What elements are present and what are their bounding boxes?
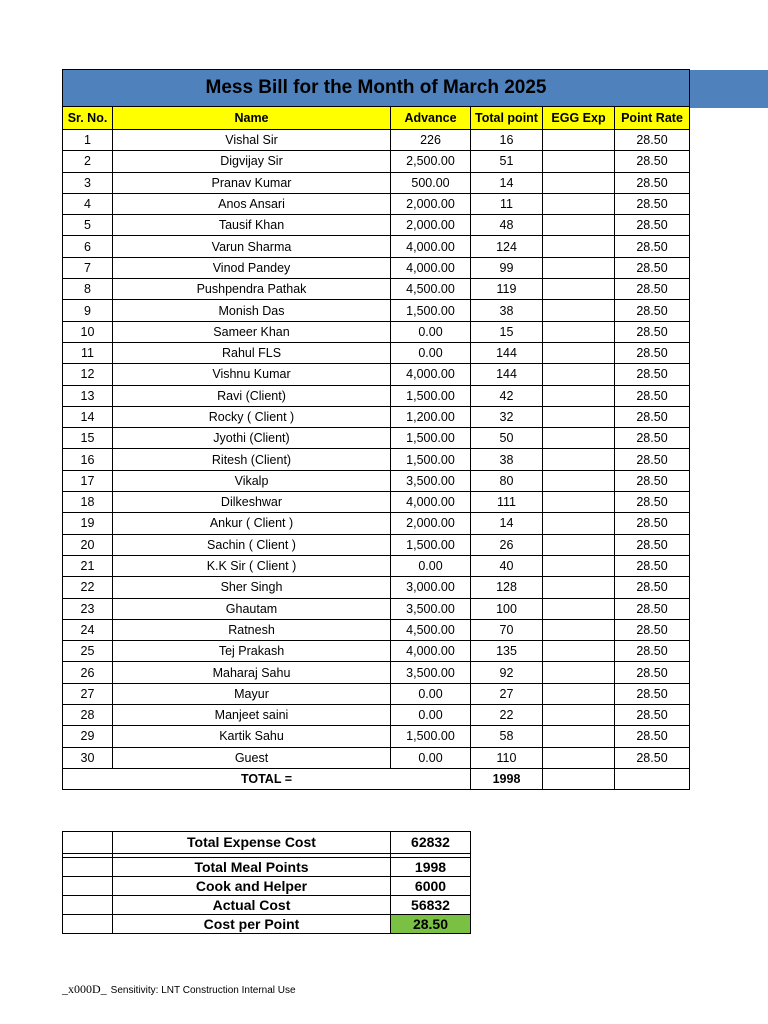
cost-per-point-value: 28.50 bbox=[391, 915, 471, 934]
cell-advance: 0.00 bbox=[391, 342, 471, 363]
cell-point-rate: 28.50 bbox=[615, 193, 690, 214]
table-row bbox=[63, 279, 690, 300]
cell-name: Vinod Pandey bbox=[113, 257, 391, 278]
cell-name: Varun Sharma bbox=[113, 236, 391, 257]
cell-advance: 0.00 bbox=[391, 683, 471, 704]
summary-row-cost-per-point bbox=[63, 915, 471, 934]
cell-sr-no: 29 bbox=[63, 726, 113, 747]
cell-total-point: 124 bbox=[471, 236, 543, 257]
table-row bbox=[63, 130, 690, 151]
cell-name: Tej Prakash bbox=[113, 641, 391, 662]
table-row bbox=[63, 151, 690, 172]
cell-point-rate: 28.50 bbox=[615, 300, 690, 321]
cell-total-point: 100 bbox=[471, 598, 543, 619]
cell-name: Maharaj Sahu bbox=[113, 662, 391, 683]
cell-point-rate: 28.50 bbox=[615, 534, 690, 555]
table-row bbox=[63, 215, 690, 236]
cell-advance: 1,500.00 bbox=[391, 449, 471, 470]
cell-name: Sameer Khan bbox=[113, 321, 391, 342]
cell-name: Digvijay Sir bbox=[113, 151, 391, 172]
cell-sr-no: 2 bbox=[63, 151, 113, 172]
cell-total-point: 111 bbox=[471, 492, 543, 513]
cell-sr-no: 16 bbox=[63, 449, 113, 470]
cell-point-rate: 28.50 bbox=[615, 470, 690, 491]
cell-name: Sher Singh bbox=[113, 577, 391, 598]
summary-label: Actual Cost bbox=[113, 896, 391, 915]
cell-total-point: 48 bbox=[471, 215, 543, 236]
summary-label: Total Meal Points bbox=[113, 858, 391, 877]
cell-point-rate: 28.50 bbox=[615, 236, 690, 257]
cell-advance: 0.00 bbox=[391, 321, 471, 342]
table-row bbox=[63, 428, 690, 449]
footer-code: _x000D_ bbox=[62, 982, 107, 996]
summary-table bbox=[62, 831, 471, 934]
cell-sr-no: 10 bbox=[63, 321, 113, 342]
cell-name: Mayur bbox=[113, 683, 391, 704]
table-row bbox=[63, 492, 690, 513]
cell-advance: 1,500.00 bbox=[391, 300, 471, 321]
summary-row-total-expense bbox=[63, 832, 471, 854]
cell-total-point: 11 bbox=[471, 193, 543, 214]
cell-egg-exp bbox=[543, 279, 615, 300]
cell-total-point: 135 bbox=[471, 641, 543, 662]
cell-name: Manjeet saini bbox=[113, 705, 391, 726]
cell-sr-no: 26 bbox=[63, 662, 113, 683]
cell-egg-exp bbox=[543, 385, 615, 406]
cell-sr-no: 27 bbox=[63, 683, 113, 704]
cell-point-rate: 28.50 bbox=[615, 130, 690, 151]
cell-name: Rocky ( Client ) bbox=[113, 406, 391, 427]
cell-egg-exp bbox=[543, 492, 615, 513]
sensitivity-label: Sensitivity: LNT Construction Internal Use bbox=[110, 985, 296, 996]
cell-sr-no: 19 bbox=[63, 513, 113, 534]
cell-name: Anos Ansari bbox=[113, 193, 391, 214]
header-egg-exp: EGG Exp bbox=[543, 107, 615, 130]
cell-advance: 2,000.00 bbox=[391, 215, 471, 236]
cell-name: Vishnu Kumar bbox=[113, 364, 391, 385]
cell-point-rate: 28.50 bbox=[615, 683, 690, 704]
table-row bbox=[63, 172, 690, 193]
table-row bbox=[63, 449, 690, 470]
cell-sr-no: 3 bbox=[63, 172, 113, 193]
summary-label: Cost per Point bbox=[113, 915, 391, 934]
cell-egg-exp bbox=[543, 364, 615, 385]
cell-sr-no: 11 bbox=[63, 342, 113, 363]
cell-total-point: 32 bbox=[471, 406, 543, 427]
cell-total-point: 99 bbox=[471, 257, 543, 278]
cell-sr-no: 22 bbox=[63, 577, 113, 598]
cell-point-rate: 28.50 bbox=[615, 151, 690, 172]
cell-point-rate: 28.50 bbox=[615, 172, 690, 193]
cell-advance: 0.00 bbox=[391, 705, 471, 726]
table-row bbox=[63, 406, 690, 427]
table-row bbox=[63, 321, 690, 342]
cell-sr-no: 14 bbox=[63, 406, 113, 427]
cell-advance: 4,000.00 bbox=[391, 236, 471, 257]
summary-row-cook-helper bbox=[63, 877, 471, 896]
cell-advance: 3,500.00 bbox=[391, 662, 471, 683]
cell-sr-no: 9 bbox=[63, 300, 113, 321]
cell-sr-no: 6 bbox=[63, 236, 113, 257]
cell-total-point: 119 bbox=[471, 279, 543, 300]
cell-name: Guest bbox=[113, 747, 391, 768]
cell-egg-exp bbox=[543, 130, 615, 151]
cell-egg-exp bbox=[543, 662, 615, 683]
cell-egg-exp bbox=[543, 236, 615, 257]
cell-point-rate: 28.50 bbox=[615, 385, 690, 406]
cell-egg-exp bbox=[543, 428, 615, 449]
cell-total-point: 14 bbox=[471, 172, 543, 193]
cell-name: Vikalp bbox=[113, 470, 391, 491]
total-rate-cell bbox=[615, 768, 690, 789]
cell-advance: 4,000.00 bbox=[391, 641, 471, 662]
cell-point-rate: 28.50 bbox=[615, 428, 690, 449]
cell-total-point: 128 bbox=[471, 577, 543, 598]
cell-advance: 3,500.00 bbox=[391, 598, 471, 619]
cell-point-rate: 28.50 bbox=[615, 449, 690, 470]
table-row bbox=[63, 705, 690, 726]
table-row bbox=[63, 236, 690, 257]
cell-name: Jyothi (Client) bbox=[113, 428, 391, 449]
header-sr-no: Sr. No. bbox=[63, 107, 113, 130]
cell-name: Vishal Sir bbox=[113, 130, 391, 151]
cell-advance: 226 bbox=[391, 130, 471, 151]
cell-egg-exp bbox=[543, 726, 615, 747]
cell-advance: 1,500.00 bbox=[391, 428, 471, 449]
cell-egg-exp bbox=[543, 555, 615, 576]
cell-total-point: 144 bbox=[471, 342, 543, 363]
table-row bbox=[63, 577, 690, 598]
cell-sr-no: 7 bbox=[63, 257, 113, 278]
cell-total-point: 144 bbox=[471, 364, 543, 385]
header-row bbox=[63, 107, 690, 130]
mess-bill-table bbox=[62, 69, 690, 790]
cell-advance: 4,500.00 bbox=[391, 619, 471, 640]
cell-advance: 4,500.00 bbox=[391, 279, 471, 300]
cell-egg-exp bbox=[543, 534, 615, 555]
cell-point-rate: 28.50 bbox=[615, 279, 690, 300]
cell-advance: 2,000.00 bbox=[391, 513, 471, 534]
table-row bbox=[63, 555, 690, 576]
cell-advance: 2,500.00 bbox=[391, 151, 471, 172]
cell-point-rate: 28.50 bbox=[615, 257, 690, 278]
summary-row-actual-cost bbox=[63, 896, 471, 915]
cell-egg-exp bbox=[543, 598, 615, 619]
cell-egg-exp bbox=[543, 683, 615, 704]
cell-name: Ratnesh bbox=[113, 619, 391, 640]
header-name: Name bbox=[113, 107, 391, 130]
cell-egg-exp bbox=[543, 193, 615, 214]
cell-egg-exp bbox=[543, 300, 615, 321]
cell-sr-no: 5 bbox=[63, 215, 113, 236]
header-total-point: Total point bbox=[471, 107, 543, 130]
summary-value: 6000 bbox=[391, 877, 471, 896]
cell-sr-no: 12 bbox=[63, 364, 113, 385]
table-row bbox=[63, 683, 690, 704]
cell-name: Ankur ( Client ) bbox=[113, 513, 391, 534]
cell-point-rate: 28.50 bbox=[615, 406, 690, 427]
header-advance: Advance bbox=[391, 107, 471, 130]
table-row bbox=[63, 342, 690, 363]
cell-total-point: 22 bbox=[471, 705, 543, 726]
cell-sr-no: 1 bbox=[63, 130, 113, 151]
cell-advance: 1,500.00 bbox=[391, 534, 471, 555]
cell-total-point: 80 bbox=[471, 470, 543, 491]
cell-sr-no: 17 bbox=[63, 470, 113, 491]
cell-advance: 2,000.00 bbox=[391, 193, 471, 214]
cell-point-rate: 28.50 bbox=[615, 641, 690, 662]
cell-point-rate: 28.50 bbox=[615, 492, 690, 513]
cell-sr-no: 4 bbox=[63, 193, 113, 214]
cell-total-point: 58 bbox=[471, 726, 543, 747]
cell-advance: 1,200.00 bbox=[391, 406, 471, 427]
summary-value: 62832 bbox=[391, 832, 471, 854]
cell-sr-no: 30 bbox=[63, 747, 113, 768]
cell-egg-exp bbox=[543, 747, 615, 768]
table-row bbox=[63, 598, 690, 619]
cell-point-rate: 28.50 bbox=[615, 619, 690, 640]
cell-egg-exp bbox=[543, 321, 615, 342]
table-row bbox=[63, 513, 690, 534]
table-row bbox=[63, 619, 690, 640]
summary-value: 56832 bbox=[391, 896, 471, 915]
cell-total-point: 51 bbox=[471, 151, 543, 172]
cell-name: Sachin ( Client ) bbox=[113, 534, 391, 555]
summary-block bbox=[62, 831, 471, 934]
cell-point-rate: 28.50 bbox=[615, 342, 690, 363]
cell-sr-no: 15 bbox=[63, 428, 113, 449]
cell-point-rate: 28.50 bbox=[615, 577, 690, 598]
cell-name: Rahul FLS bbox=[113, 342, 391, 363]
cell-sr-no: 8 bbox=[63, 279, 113, 300]
cell-sr-no: 23 bbox=[63, 598, 113, 619]
cell-name: Ghautam bbox=[113, 598, 391, 619]
cell-total-point: 14 bbox=[471, 513, 543, 534]
cell-total-point: 16 bbox=[471, 130, 543, 151]
cell-total-point: 15 bbox=[471, 321, 543, 342]
cell-total-point: 42 bbox=[471, 385, 543, 406]
cell-egg-exp bbox=[543, 257, 615, 278]
cell-advance: 4,000.00 bbox=[391, 257, 471, 278]
cell-point-rate: 28.50 bbox=[615, 555, 690, 576]
cell-name: Ritesh (Client) bbox=[113, 449, 391, 470]
cell-advance: 1,500.00 bbox=[391, 726, 471, 747]
cell-point-rate: 28.50 bbox=[615, 747, 690, 768]
cell-egg-exp bbox=[543, 215, 615, 236]
cell-name: K.K Sir ( Client ) bbox=[113, 555, 391, 576]
cell-point-rate: 28.50 bbox=[615, 705, 690, 726]
cell-egg-exp bbox=[543, 151, 615, 172]
mess-bill-sheet bbox=[62, 69, 689, 790]
cell-total-point: 38 bbox=[471, 449, 543, 470]
table-row bbox=[63, 534, 690, 555]
cell-egg-exp bbox=[543, 342, 615, 363]
cell-point-rate: 28.50 bbox=[615, 726, 690, 747]
cell-sr-no: 18 bbox=[63, 492, 113, 513]
cell-name: Tausif Khan bbox=[113, 215, 391, 236]
cell-egg-exp bbox=[543, 705, 615, 726]
cell-name: Pranav Kumar bbox=[113, 172, 391, 193]
cell-advance: 4,000.00 bbox=[391, 364, 471, 385]
cell-point-rate: 28.50 bbox=[615, 321, 690, 342]
cell-sr-no: 13 bbox=[63, 385, 113, 406]
total-label: TOTAL = bbox=[63, 768, 471, 789]
cell-egg-exp bbox=[543, 577, 615, 598]
cell-egg-exp bbox=[543, 172, 615, 193]
title-band-extension bbox=[688, 70, 768, 108]
cell-sr-no: 20 bbox=[63, 534, 113, 555]
summary-label: Cook and Helper bbox=[113, 877, 391, 896]
header-point-rate: Point Rate bbox=[615, 107, 690, 130]
table-body bbox=[63, 130, 690, 769]
cell-sr-no: 21 bbox=[63, 555, 113, 576]
total-egg-cell bbox=[543, 768, 615, 789]
cell-advance: 1,500.00 bbox=[391, 385, 471, 406]
table-row bbox=[63, 193, 690, 214]
total-points: 1998 bbox=[471, 768, 543, 789]
table-row bbox=[63, 364, 690, 385]
cell-sr-no: 28 bbox=[63, 705, 113, 726]
cell-total-point: 38 bbox=[471, 300, 543, 321]
cell-total-point: 70 bbox=[471, 619, 543, 640]
cell-point-rate: 28.50 bbox=[615, 215, 690, 236]
cell-advance: 500.00 bbox=[391, 172, 471, 193]
table-row bbox=[63, 385, 690, 406]
table-row bbox=[63, 257, 690, 278]
cell-total-point: 26 bbox=[471, 534, 543, 555]
cell-egg-exp bbox=[543, 513, 615, 534]
sheet-title: Mess Bill for the Month of March 2025 bbox=[63, 70, 690, 107]
total-row bbox=[63, 768, 690, 789]
cell-advance: 3,500.00 bbox=[391, 470, 471, 491]
cell-name: Dilkeshwar bbox=[113, 492, 391, 513]
cell-point-rate: 28.50 bbox=[615, 364, 690, 385]
cell-name: Pushpendra Pathak bbox=[113, 279, 391, 300]
cell-sr-no: 24 bbox=[63, 619, 113, 640]
cell-point-rate: 28.50 bbox=[615, 513, 690, 534]
cell-sr-no: 25 bbox=[63, 641, 113, 662]
cell-egg-exp bbox=[543, 406, 615, 427]
cell-egg-exp bbox=[543, 470, 615, 491]
table-row bbox=[63, 662, 690, 683]
cell-point-rate: 28.50 bbox=[615, 598, 690, 619]
table-row bbox=[63, 726, 690, 747]
cell-advance: 0.00 bbox=[391, 747, 471, 768]
table-row bbox=[63, 641, 690, 662]
cell-name: Kartik Sahu bbox=[113, 726, 391, 747]
cell-name: Ravi (Client) bbox=[113, 385, 391, 406]
cell-advance: 4,000.00 bbox=[391, 492, 471, 513]
cell-advance: 0.00 bbox=[391, 555, 471, 576]
cell-total-point: 110 bbox=[471, 747, 543, 768]
summary-value: 1998 bbox=[391, 858, 471, 877]
table-row bbox=[63, 747, 690, 768]
cell-egg-exp bbox=[543, 449, 615, 470]
footer bbox=[62, 982, 296, 997]
table-row bbox=[63, 300, 690, 321]
cell-total-point: 50 bbox=[471, 428, 543, 449]
cell-egg-exp bbox=[543, 619, 615, 640]
cell-total-point: 27 bbox=[471, 683, 543, 704]
cell-advance: 3,000.00 bbox=[391, 577, 471, 598]
cell-name: Monish Das bbox=[113, 300, 391, 321]
summary-label: Total Expense Cost bbox=[113, 832, 391, 854]
cell-total-point: 40 bbox=[471, 555, 543, 576]
cell-egg-exp bbox=[543, 641, 615, 662]
cell-point-rate: 28.50 bbox=[615, 662, 690, 683]
table-row bbox=[63, 470, 690, 491]
cell-total-point: 92 bbox=[471, 662, 543, 683]
summary-row-meal-points bbox=[63, 858, 471, 877]
